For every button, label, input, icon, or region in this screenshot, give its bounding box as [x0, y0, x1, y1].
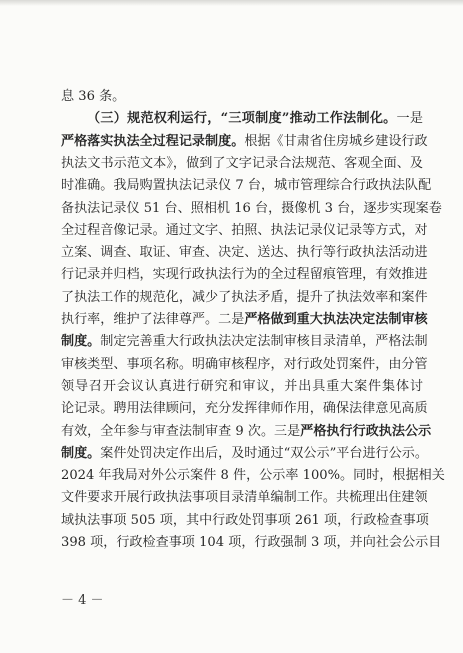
text-line [61, 132, 428, 152]
text-line [61, 466, 445, 486]
text-run: 域执法事项 505 项，其中行政处罚事项 261 项，行政检查事项 [61, 512, 429, 528]
bold-text: （三）规范权利运行，“三项制度”推动工作法制化。 [87, 111, 397, 127]
text-line [61, 533, 442, 553]
text-line [61, 154, 423, 174]
text-line [61, 488, 428, 508]
bold-text: 严格落实执法全过程记录制度。 [61, 133, 245, 149]
scan-edge [0, 0, 463, 6]
text-line [61, 288, 428, 308]
text-run: 2024 年我局对外公示案件 8 件，公示率 100%。同时，根据相关 [61, 468, 445, 484]
bold-text: 制度。 [61, 445, 101, 461]
text-line [61, 265, 428, 285]
text-line [61, 176, 432, 196]
text-line [61, 355, 428, 375]
page-number: － 4 － [61, 593, 104, 608]
text-run: 执行率，维护了法律尊严。二是 [61, 312, 245, 327]
text-run: 有效，全年参与审查法制审查 9 次。三是 [61, 423, 301, 439]
text-line [61, 511, 429, 531]
text-line [61, 199, 442, 219]
text-line [87, 109, 423, 129]
text-line [61, 422, 432, 442]
text-run: 了执法工作的规范化，减少了执法矛盾，提升了执法效率和案件 [61, 289, 428, 305]
text-line [61, 399, 428, 419]
text-line [61, 243, 428, 263]
text-run: 审核类型、事项名称。明确审核程序，对行政处罚案件，由分管 [61, 356, 428, 372]
text-run: 备执法记录仪 51 台、照相机 16 台，摄像机 3 台，逐步实现案卷 [61, 200, 442, 216]
text-line [61, 332, 428, 352]
text-run: 执法文书示范文本》，做到了文字记录合法规范、客观全面、及 [61, 155, 423, 171]
text-run: 制定完善重大行政执法决定法制审核目录清单，严格法制 [100, 334, 428, 350]
text-run: 根据《甘肃省住房城乡建设行政 [244, 133, 428, 149]
text-run: 案件处罚决定作出后，及时通过“双公示”平台进行公示。 [100, 445, 428, 461]
text-run: 398 项，行政检查事项 104 项，行政强制 3 项，并向社会公示目 [61, 535, 442, 550]
bold-text: 严格做到重大执法决定法制审核 [244, 312, 428, 327]
text-run: 文件要求开展行政执法事项目录清单编制工作。共梳理出住建领 [61, 490, 428, 506]
text-line [61, 310, 428, 330]
text-run: 全过程音像记录。通过文字、拍照、执法记录仪记录等方式，对 [61, 222, 428, 238]
text-run: 立案、调查、取证、审查、决定、送达、执行等行政执法活动进 [61, 245, 428, 261]
text-line [61, 221, 428, 241]
text-line [61, 444, 428, 464]
bold-text: 制度。 [61, 334, 101, 350]
text-run: 领导召开会议认真进行研究和审议，并出具重大案件集体讨 [61, 378, 423, 394]
text-line [61, 377, 423, 397]
text-run: 时准确。我局购置执法记录仪 7 台，城市管理综合行政执法队配 [61, 178, 432, 194]
text-run: 一是 [396, 111, 424, 127]
text-run: 论记录。聘用法律顾问，充分发挥律师作用，确保法律意见高质 [61, 401, 428, 417]
text-run: 行记录并归档，实现行政执法行为的全过程留痕管理，有效推进 [61, 267, 428, 283]
bold-text: 严格执行行政执法公示 [300, 423, 432, 439]
text-run: 息 36 条。 [61, 89, 126, 104]
text-line [61, 87, 423, 107]
